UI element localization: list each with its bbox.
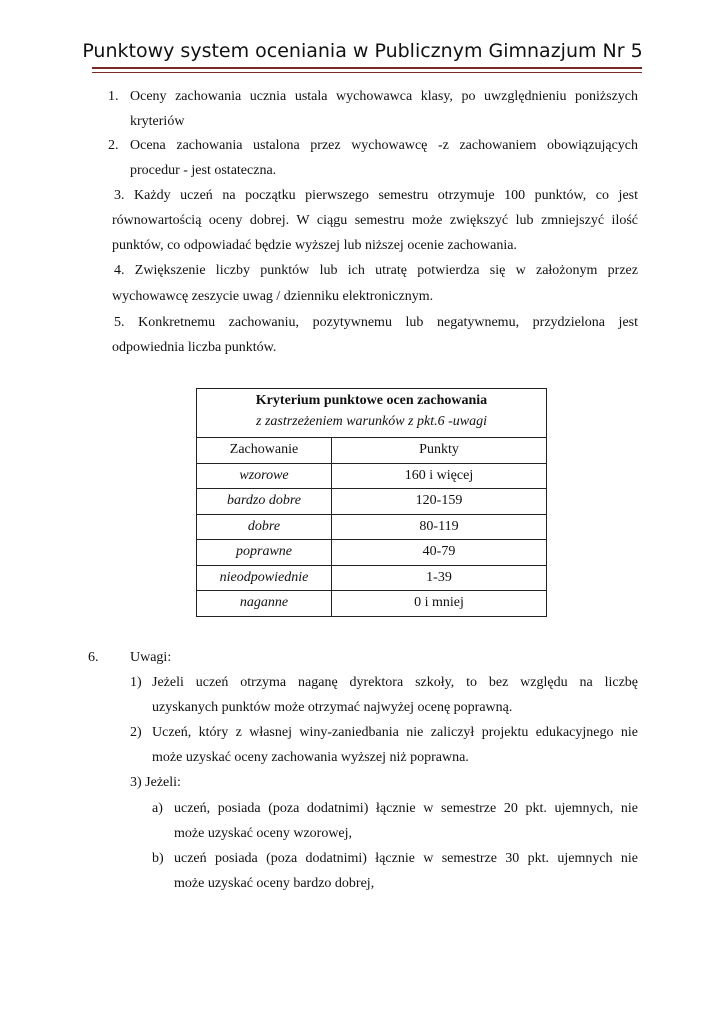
list-item-line: procedur - jest ostateczna. — [130, 163, 277, 178]
remark-number: 1) — [130, 675, 142, 690]
list-item-line: 3. Każdy uczeń na początku pierwszego semestru otrzymuje 100 punktów, co jest — [114, 188, 638, 203]
section-label: Uwagi: — [130, 650, 172, 665]
list-item-line: równowartością oceny dobrej. W ciągu semestru może zwiększyć lub zmniejszyć ilość — [112, 213, 638, 228]
table-row — [197, 591, 547, 617]
list-item-line: 4. Zwiększenie liczby punktów lub ich utratę potwierdza się w założonym przez — [114, 263, 638, 278]
list-item-line: odpowiednia liczba punktów. — [112, 340, 277, 355]
list-item-line: Ocena zachowania ustalona przez wychowawcę -z zachowaniem obowiązujących — [130, 138, 638, 153]
table-row — [197, 565, 547, 591]
table-subtitle: z zastrzeżeniem warunków z pkt.6 -uwagi — [256, 414, 487, 429]
criteria-grid — [196, 437, 547, 617]
list-item-line: wychowawcę zeszycie uwag / dzienniku elektronicznym. — [112, 289, 434, 304]
points-cell: 80-119 — [332, 514, 547, 540]
column-header: Punkty — [332, 438, 547, 464]
column-header: Zachowanie — [197, 438, 332, 464]
sub-item-line: może uzyskać oceny bardzo dobrej, — [174, 876, 375, 891]
remark-label: 3) Jeżeli: — [130, 775, 181, 790]
criteria-table — [196, 388, 547, 617]
remark-number: 2) — [130, 725, 142, 740]
grade-cell: poprawne — [197, 540, 332, 566]
page-title: Punktowy system oceniania w Publicznym Gimnazjum Nr 5 — [82, 40, 643, 62]
list-number: 2. — [108, 138, 119, 153]
sub-item-line: uczeń, posiada (poza dodatnimi) łącznie w semestrze 20 pkt. ujemnych, nie — [174, 801, 638, 816]
grade-cell: bardzo dobre — [197, 489, 332, 515]
remark-line: może uzyskać oceny zachowania wyższej niż poprawna. — [152, 750, 469, 765]
list-number: 1. — [108, 89, 119, 104]
sub-item-line: uczeń posiada (poza dodatnimi) łącznie w semestrze 30 pkt. ujemnych nie — [174, 851, 638, 866]
grade-cell: naganne — [197, 591, 332, 617]
table-title: Kryterium punktowe ocen zachowania — [255, 393, 488, 408]
table-row — [197, 489, 547, 515]
table-header — [196, 388, 547, 437]
list-item-line: Oceny zachowania ucznia ustala wychowawca klasy, po uwzględnieniu poniższych — [130, 89, 638, 104]
list-item-line: kryteriów — [130, 114, 185, 129]
table-header-row — [197, 438, 547, 464]
list-item-line: 5. Konkretnemu zachowaniu, pozytywnemu lub negatywnemu, przydzielona jest — [114, 315, 638, 330]
title-rule — [92, 67, 642, 69]
grade-cell: nieodpowiednie — [197, 565, 332, 591]
table-row — [197, 463, 547, 489]
sub-item-line: może uzyskać oceny wzorowej, — [174, 826, 353, 841]
grade-cell: dobre — [197, 514, 332, 540]
table-row — [197, 540, 547, 566]
remark-line: Uczeń, który z własnej winy-zaniedbania nie zaliczył projektu edukacyjnego nie — [152, 725, 638, 740]
sub-item-letter: a) — [152, 801, 163, 816]
points-cell: 120-159 — [332, 489, 547, 515]
sub-item-letter: b) — [152, 851, 164, 866]
list-item-line: punktów, co odpowiadać będzie wyższej lub niższej ocenie zachowania. — [112, 238, 517, 253]
section-number: 6. — [88, 650, 99, 665]
table-row — [197, 514, 547, 540]
points-cell: 160 i więcej — [332, 463, 547, 489]
points-cell: 1-39 — [332, 565, 547, 591]
points-cell: 40-79 — [332, 540, 547, 566]
points-cell: 0 i mniej — [332, 591, 547, 617]
remark-line: Jeżeli uczeń otrzyma naganę dyrektora szkoły, to bez względu na liczbę — [152, 675, 638, 690]
grade-cell: wzorowe — [197, 463, 332, 489]
remark-line: uzyskanych punktów może otrzymać najwyżej ocenę poprawną. — [152, 700, 513, 715]
title-rule-thin — [92, 72, 642, 73]
